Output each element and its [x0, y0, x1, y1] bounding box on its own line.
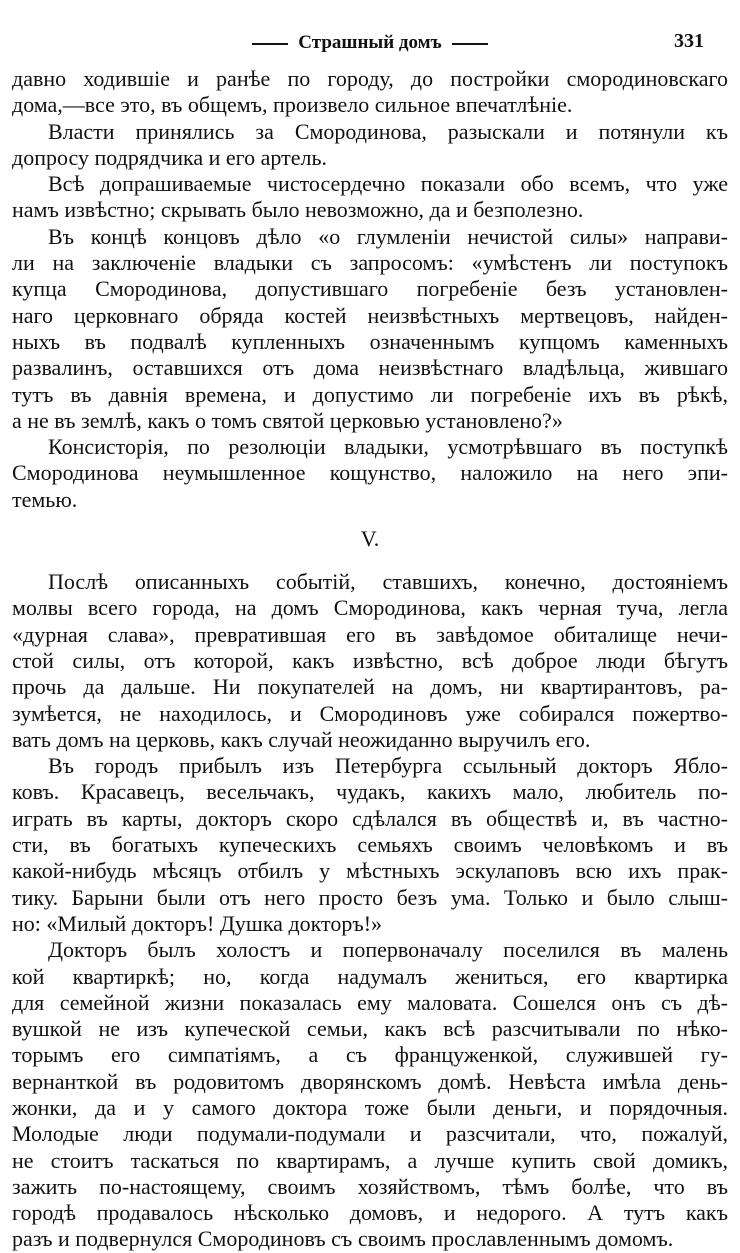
text-line: зумѣется, не находилось, и Смородиновъ уже собирался пожертво- [12, 700, 728, 726]
text-line: прочь да дальше. Ни покупателей на домъ, ни квартирантовъ, ра- [12, 674, 728, 700]
text-line: Въ концѣ концовъ дѣло «о глумленіи нечистой силы» направи- [48, 223, 728, 249]
text-line: Власти принялись за Смородинова, разыскали и потянули къ [48, 118, 728, 144]
text-line: давно ходившіе и ранѣе по городу, до постройки смородиновскаго [12, 66, 728, 91]
text-line: но: «Милый докторъ! Душка докторъ!» [12, 910, 383, 936]
text-line: не стоитъ таскаться по квартирамъ, а лучше купить свой домикъ, [12, 1147, 728, 1173]
paragraph [12, 937, 728, 1253]
paragraph [12, 224, 728, 434]
text-line: Молодые люди подумали-подумали и разсчитали, что, пожалуй, [12, 1121, 728, 1147]
text-line: ныхъ въ подвалѣ купленныхъ означеннымъ купцомъ каменныхъ [12, 328, 728, 354]
text-block-2 [12, 569, 728, 1253]
text-line: молвы всего города, на домъ Смородинова, какъ черная туча, легла [12, 595, 728, 621]
text-line: тику. Барыни были отъ него просто безъ ума. Только и было слыш- [12, 884, 728, 910]
paragraph [12, 434, 728, 513]
running-title-text: Страшный домъ [298, 32, 442, 53]
text-line: стой силы, отъ которой, какъ извѣстно, всѣ доброе люди бѣгутъ [12, 647, 728, 673]
dash-right [452, 43, 488, 45]
text-block-1 [12, 66, 728, 513]
text-line: купца Смородинова, допустившаго погребеніе безъ установлен- [12, 276, 728, 302]
page-number: 331 [674, 30, 704, 52]
paragraph [12, 753, 728, 937]
text-line: разъ и подвернулся Смородиновъ съ своимъ прославленнымъ домомъ. [12, 1226, 674, 1252]
text-line: развалинъ, оставшихся отъ дома неизвѣстнаго владѣльца, жившаго [12, 355, 728, 381]
text-line: сти, въ богатыхъ купеческихъ семьяхъ своимъ человѣкомъ и въ [12, 832, 728, 858]
text-line: тутъ въ давнія времена, и допустимо ли погребеніе ихъ въ рѣкѣ, [12, 381, 728, 407]
text-line: темью. [12, 486, 78, 512]
dash-left [252, 43, 288, 45]
text-line: кой квартиркѣ; но, когда надумалъ жениться, его квартирка [12, 963, 728, 989]
page-body [12, 66, 728, 1253]
text-line: Послѣ описанныхъ событій, ставшихъ, конечно, достояніемъ [48, 569, 728, 595]
text-line: ли на заключеніе владыки съ запросомъ: «умѣстенъ ли поступокъ [12, 250, 728, 276]
text-line: Въ городъ прибылъ изъ Петербурга ссыльный докторъ Ябло- [48, 753, 728, 779]
text-line: Смородинова неумышленное кощунство, наложило на него эпи- [12, 460, 728, 486]
text-line: какой-нибудь мѣсяцъ отбилъ у мѣстныхъ эскулаповъ всю ихъ прак- [12, 858, 728, 884]
text-line: городѣ продавалось нѣсколько домовъ, и недорого. А тутъ какъ [12, 1200, 728, 1226]
text-line: играть въ карты, докторъ скоро сдѣлался въ обществѣ и, въ частно- [12, 805, 728, 831]
running-title [0, 32, 740, 54]
text-line: а не въ землѣ, какъ о томъ святой церковью установлено?» [12, 407, 563, 433]
text-line: «дурная слава», превратившая его въ завѣдомое обиталище нечи- [12, 621, 728, 647]
paragraph [12, 171, 728, 224]
running-header [0, 30, 740, 60]
text-line: торымъ его симпатіямъ, а съ француженкой, служившей гу- [12, 1042, 728, 1068]
text-line: вать домъ на церковь, какъ случай неожиданно выручилъ его. [12, 726, 591, 752]
text-line: допросу подрядчика и его артель. [12, 144, 327, 170]
text-line: вернанткой въ родовитомъ дворянскомъ домѣ. Невѣста имѣла день- [12, 1068, 728, 1094]
text-line: Всѣ допрашиваемые чистосердечно показали обо всемъ, что уже [48, 171, 728, 197]
text-line: наго церковнаго обряда костей неизвѣстныхъ мертвецовъ, найден- [12, 302, 728, 328]
paragraph [12, 66, 728, 119]
text-line: Докторъ былъ холостъ и попервоначалу поселился въ малень [48, 937, 728, 963]
text-line: зажить по-настоящему, своимъ хозяйствомъ, тѣмъ болѣе, что въ [12, 1173, 728, 1199]
text-line: ковъ. Красавецъ, весельчакъ, чудакъ, какихъ мало, любитель по- [12, 779, 728, 805]
text-line: для семейной жизни показалась ему маловата. Сошелся онъ съ дѣ- [12, 989, 728, 1015]
text-line: вушкой не изъ купеческой семьи, какъ всѣ разсчитывали по нѣко- [12, 1016, 728, 1042]
text-line: намъ извѣстно; скрывать было невозможно, да и безполезно. [12, 197, 584, 223]
section-heading: V. [360, 526, 380, 552]
text-line: дома,—все это, въ общемъ, произвело сильное впечатлѣніе. [12, 92, 573, 118]
paragraph [12, 569, 728, 753]
paragraph [12, 119, 728, 172]
text-line: жонки, да и у самого доктора тоже были деньги, и порядочныя. [12, 1094, 728, 1120]
text-line: Консисторія, по резолюціи владыки, усмотрѣвшаго въ поступкѣ [48, 434, 728, 460]
